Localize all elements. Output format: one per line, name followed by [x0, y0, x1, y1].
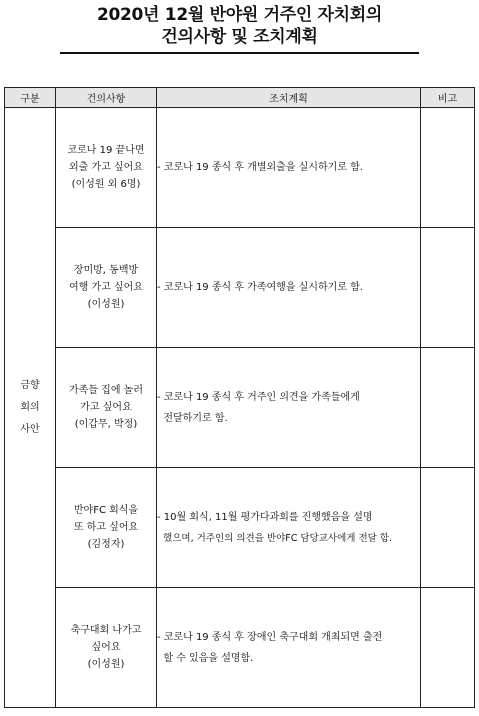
title-line-1: 2020년 12월 반야원 거주인 자치회의: [96, 5, 383, 25]
division-line: 사안: [20, 423, 40, 435]
suggestion-line: 가고 싶어요: [80, 402, 132, 413]
suggestion-cell: [56, 108, 157, 228]
document-title: [0, 4, 479, 48]
table-row: [5, 348, 475, 468]
action-plan-table: [4, 87, 475, 708]
suggestion-line: 또 하고 싶어요: [73, 522, 139, 533]
action-line: 전달하기로 함.: [157, 412, 228, 424]
action-plan-cell: [157, 228, 421, 348]
suggestion-line: 가족들 집에 놀러: [69, 385, 143, 396]
action-plan-cell: [157, 468, 421, 588]
action-plan-cell: [157, 108, 421, 228]
suggestion-cell: [56, 228, 157, 348]
suggestion-cell: [56, 468, 157, 588]
suggestion-line: (이성원): [87, 299, 125, 310]
suggestion-line: 축구대회 나가고: [70, 625, 142, 636]
suggestion-line: 코로나 19 끝나면: [67, 145, 145, 156]
suggestion-line: 여행 가고 싶어요: [69, 282, 143, 293]
header-suggestion: 건의사항: [56, 88, 157, 108]
action-plan-cell: [157, 588, 421, 708]
note-cell: [421, 588, 475, 708]
suggestion-cell: [56, 348, 157, 468]
suggestion-line: (이성원 외 6명): [71, 179, 141, 190]
division-line: 금향: [20, 379, 40, 391]
header-action-plan: 조치계획: [157, 88, 421, 108]
action-line: - 코로나 19 종식 후 거주인 의견을 가족들에게: [157, 391, 360, 403]
header-note: 비고: [421, 88, 475, 108]
table-row: [5, 228, 475, 348]
note-cell: [421, 348, 475, 468]
division-cell: [5, 108, 56, 708]
action-line: - 코로나 19 종식 후 장애인 축구대회 개최되면 출전: [157, 631, 383, 643]
action-line: 했으며, 거주인의 의견을 반야FC 담당교사에게 전달 함.: [157, 532, 393, 544]
suggestion-line: (이갑무, 박정): [74, 419, 138, 430]
suggestion-line: (이성원): [87, 659, 125, 670]
note-cell: [421, 228, 475, 348]
suggestion-line: 싶어요: [91, 642, 121, 653]
action-line: - 코로나 19 종식 후 가족여행을 실시하기로 함.: [157, 282, 363, 293]
title-line-2: 건의사항 및 조치계획: [161, 27, 318, 47]
header-division: 구분: [5, 88, 56, 108]
action-line: - 10월 회식, 11월 평가다과회를 진행했음을 설명: [157, 511, 373, 523]
suggestion-cell: [56, 588, 157, 708]
action-line: - 코로나 19 종식 후 개별외출을 실시하기로 함.: [157, 162, 363, 173]
suggestion-line: 외출 가고 싶어요: [69, 162, 143, 173]
table-row: [5, 468, 475, 588]
suggestion-line: 장미방, 동백방: [73, 265, 139, 276]
suggestion-line: (김정자): [87, 539, 125, 550]
note-cell: [421, 108, 475, 228]
action-line: 할 수 있음을 설명함.: [157, 652, 254, 664]
table-header-row: [5, 88, 475, 108]
action-plan-cell: [157, 348, 421, 468]
table-row: [5, 588, 475, 708]
title-underline: [60, 52, 419, 54]
suggestion-line: 반야FC 회식을: [73, 505, 139, 516]
table-row: [5, 108, 475, 228]
note-cell: [421, 468, 475, 588]
division-line: 회의: [20, 401, 40, 413]
